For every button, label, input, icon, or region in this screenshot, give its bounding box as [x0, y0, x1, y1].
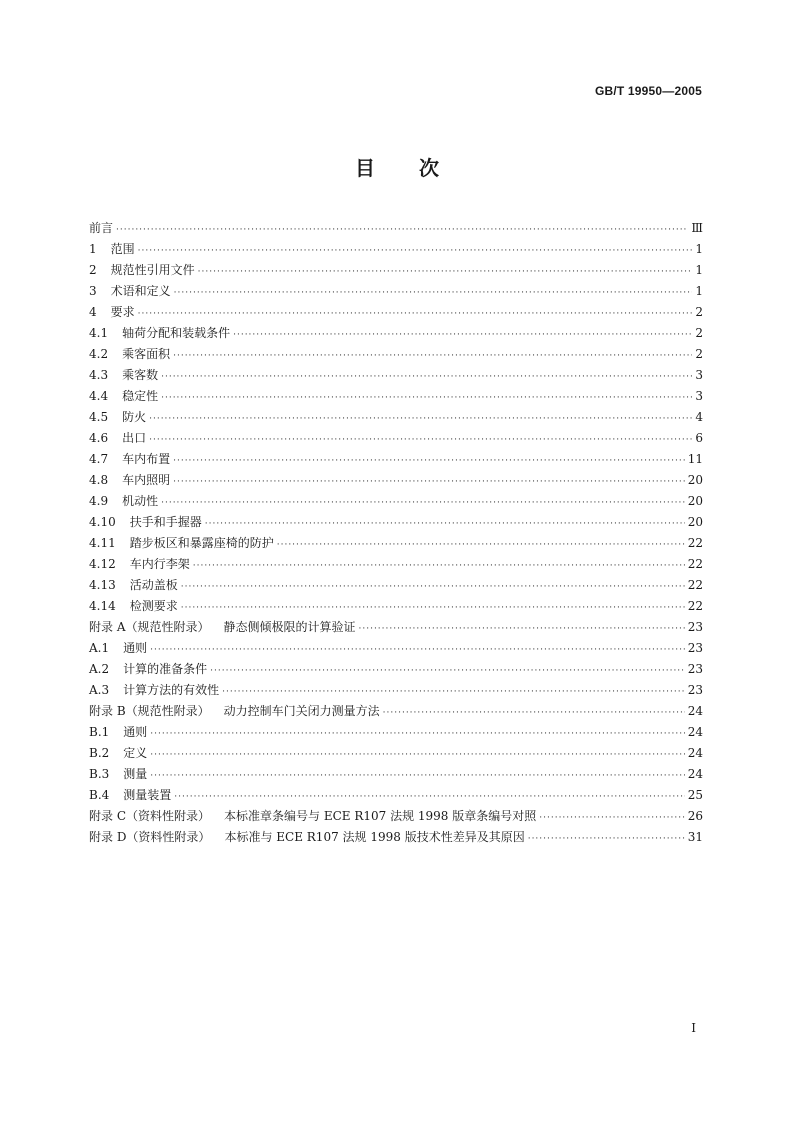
dot-leader [149, 430, 692, 451]
toc-entry-page: 24 [687, 746, 703, 760]
toc-entry-label: 静态侧倾极限的计算验证 [223, 620, 356, 634]
toc-entry-page: 22 [687, 578, 703, 592]
toc-entry[interactable] [89, 386, 703, 407]
toc-entry-label: 扶手和手握器 [129, 515, 202, 529]
toc-entry-page: 20 [687, 515, 703, 529]
toc-entry-number: 4.7 [89, 452, 109, 466]
toc-entry-label: 乘客面积 [122, 347, 171, 361]
dot-leader [181, 577, 685, 598]
dot-leader [193, 556, 685, 577]
toc-entry-page: 22 [687, 557, 703, 571]
toc-entry-label: 车内布置 [122, 452, 171, 466]
toc-entry-label: 前言 [89, 221, 114, 235]
toc-entry-number: 4.9 [89, 494, 109, 508]
toc-entry-label: 踏步板区和暴露座椅的防护 [129, 536, 274, 550]
toc-entry-page: 23 [687, 662, 703, 676]
toc-entry-number: 4.14 [89, 599, 116, 613]
toc-entry-number: B.1 [89, 725, 110, 739]
toc-entry-number: A.1 [89, 641, 110, 655]
toc-entry-number: 4.11 [89, 536, 116, 550]
toc-entry[interactable] [89, 365, 703, 386]
toc-entry-page: 3 [695, 368, 703, 382]
toc-entry-label: 计算方法的有效性 [123, 683, 220, 697]
toc-entry-label: 本标准章条编号与 ECE R107 法规 1998 版章条编号对照 [224, 809, 537, 823]
toc-entry[interactable] [89, 659, 703, 680]
toc-entry-label: 术语和定义 [110, 284, 171, 298]
toc-entry-label: 测量 [123, 767, 148, 781]
toc-entry-label: 防火 [122, 410, 147, 424]
toc-entry[interactable] [89, 281, 703, 302]
toc-entry-page: 1 [695, 242, 703, 256]
toc-entry[interactable] [89, 827, 703, 848]
page-title: 目次 [355, 156, 483, 180]
toc-entry[interactable] [89, 407, 703, 428]
dot-leader [205, 514, 685, 535]
toc-entry-page: 24 [687, 767, 703, 781]
dot-leader [173, 346, 692, 367]
dot-leader [116, 220, 688, 241]
toc-entry-label: 轴荷分配和装载条件 [122, 326, 231, 340]
toc-entry-label: 规范性引用文件 [110, 263, 195, 277]
toc-entry[interactable] [89, 302, 703, 323]
toc-entry[interactable] [89, 680, 703, 701]
toc-entry[interactable] [89, 743, 703, 764]
dot-leader [138, 241, 692, 262]
dot-leader [161, 493, 685, 514]
dot-leader [161, 367, 692, 388]
toc-entry-number: 4.8 [89, 473, 109, 487]
toc-entry-label: 范围 [110, 242, 135, 256]
toc-entry-number: 4.5 [89, 410, 109, 424]
toc-entry[interactable] [89, 554, 703, 575]
toc-entry-page: 4 [695, 410, 703, 424]
dot-leader [138, 304, 692, 325]
toc-entry[interactable] [89, 701, 703, 722]
dot-leader [210, 661, 685, 682]
dot-leader [233, 325, 692, 346]
toc-entry[interactable] [89, 470, 703, 491]
toc-entry-page: 23 [687, 641, 703, 655]
toc-entry-number: 4.12 [89, 557, 116, 571]
toc-entry-number: 附录 B（规范性附录） [89, 704, 210, 718]
dot-leader [150, 766, 684, 787]
toc-entry[interactable] [89, 764, 703, 785]
dot-leader [150, 745, 684, 766]
toc-entry-page: 23 [687, 683, 703, 697]
toc-entry[interactable] [89, 596, 703, 617]
toc-entry-page: 24 [687, 704, 703, 718]
toc-entry-page: 6 [695, 431, 703, 445]
toc-entry-page: 20 [687, 494, 703, 508]
toc-entry-number: 4.4 [89, 389, 109, 403]
toc-entry[interactable] [89, 806, 703, 827]
toc-entry-number: 1 [89, 242, 97, 256]
toc-entry-page: 2 [695, 326, 703, 340]
toc-entry[interactable] [89, 491, 703, 512]
toc-entry-number: 3 [89, 284, 97, 298]
toc-entry[interactable] [89, 512, 703, 533]
toc-entry-label: 车内行李架 [129, 557, 190, 571]
toc-entry-page: 20 [687, 473, 703, 487]
toc-entry-number: 4.2 [89, 347, 109, 361]
toc-entry[interactable] [89, 239, 703, 260]
toc-entry-page: 24 [687, 725, 703, 739]
toc-entry-label: 通则 [123, 725, 148, 739]
toc-entry[interactable] [89, 533, 703, 554]
dot-leader [277, 535, 685, 556]
toc-entry-label: 活动盖板 [129, 578, 178, 592]
toc-entry-number: A.3 [89, 683, 110, 697]
toc-entry-label: 本标准与 ECE R107 法规 1998 版技术性差异及其原因 [224, 830, 525, 844]
toc-entry-number: 附录 A（规范性附录） [89, 620, 210, 634]
toc-entry-number: 4.10 [89, 515, 116, 529]
toc-entry-page: 2 [695, 305, 703, 319]
toc-entry-label: 乘客数 [122, 368, 159, 382]
toc-entry-label: 动力控制车门关闭力测量方法 [223, 704, 380, 718]
toc-entry-page: 2 [695, 347, 703, 361]
toc-entry[interactable] [89, 323, 703, 344]
toc-entry[interactable] [89, 638, 703, 659]
toc-entry[interactable] [89, 344, 703, 365]
toc-entry-page: 1 [695, 284, 703, 298]
toc-entry-number: A.2 [89, 662, 110, 676]
toc-entry-number: 4.1 [89, 326, 109, 340]
toc-entry-number: 附录 D（资料性附录） [89, 830, 211, 844]
toc-entry-label: 定义 [123, 746, 148, 760]
toc-entry-number: 附录 C（资料性附录） [89, 809, 210, 823]
toc-entry-page: 22 [687, 536, 703, 550]
dot-leader [528, 829, 685, 850]
toc-entry-number: B.3 [89, 767, 110, 781]
toc-entry-page: 11 [687, 452, 703, 466]
toc-entry-page: 25 [687, 788, 703, 802]
toc-entry-label: 通则 [123, 641, 148, 655]
toc-entry-label: 机动性 [122, 494, 159, 508]
toc-entry-number: B.4 [89, 788, 110, 802]
toc-entry[interactable] [89, 428, 703, 449]
toc-entry-label: 要求 [110, 305, 135, 319]
dot-leader [198, 262, 692, 283]
toc-entry-label: 计算的准备条件 [123, 662, 208, 676]
toc-entry-page: 26 [687, 809, 703, 823]
standard-code: GB/T 19950—2005 [594, 84, 702, 98]
dot-leader [150, 724, 684, 745]
dot-leader [150, 640, 685, 661]
page-number: I [691, 1021, 696, 1035]
toc-entry[interactable] [89, 260, 703, 281]
dot-leader [173, 472, 685, 493]
toc-entry[interactable] [89, 218, 703, 239]
toc-entry-label: 稳定性 [122, 389, 159, 403]
dot-leader [383, 703, 685, 724]
toc-entry-number: 4 [89, 305, 97, 319]
toc-entry-page: 3 [695, 389, 703, 403]
toc-entry-label: 测量装置 [123, 788, 172, 802]
toc-entry[interactable] [89, 785, 703, 806]
dot-leader [222, 682, 685, 703]
toc-entry-number: 4.6 [89, 431, 109, 445]
dot-leader [181, 598, 685, 619]
toc-entry-page: 23 [687, 620, 703, 634]
dot-leader [539, 808, 684, 829]
toc-entry-page: 22 [687, 599, 703, 613]
toc-entry-number: B.2 [89, 746, 110, 760]
toc-entry[interactable] [89, 617, 703, 638]
dot-leader [161, 388, 692, 409]
dot-leader [149, 409, 692, 430]
toc-entry-number: 4.13 [89, 578, 116, 592]
toc-entry-label: 车内照明 [122, 473, 171, 487]
dot-leader [359, 619, 685, 640]
toc-entry-label: 检测要求 [129, 599, 178, 613]
dot-leader [174, 283, 692, 304]
toc-entry[interactable] [89, 722, 703, 743]
toc-entry-page: 31 [687, 830, 703, 844]
dot-leader [173, 451, 685, 472]
toc-list [89, 218, 703, 848]
toc-entry-page: 1 [695, 263, 703, 277]
toc-entry-number: 4.3 [89, 368, 109, 382]
toc-entry-number: 2 [89, 263, 97, 277]
toc-entry[interactable] [89, 575, 703, 596]
dot-leader [174, 787, 684, 808]
toc-entry-page: Ⅲ [691, 221, 703, 235]
toc-entry[interactable] [89, 449, 703, 470]
toc-entry-label: 出口 [122, 431, 147, 445]
